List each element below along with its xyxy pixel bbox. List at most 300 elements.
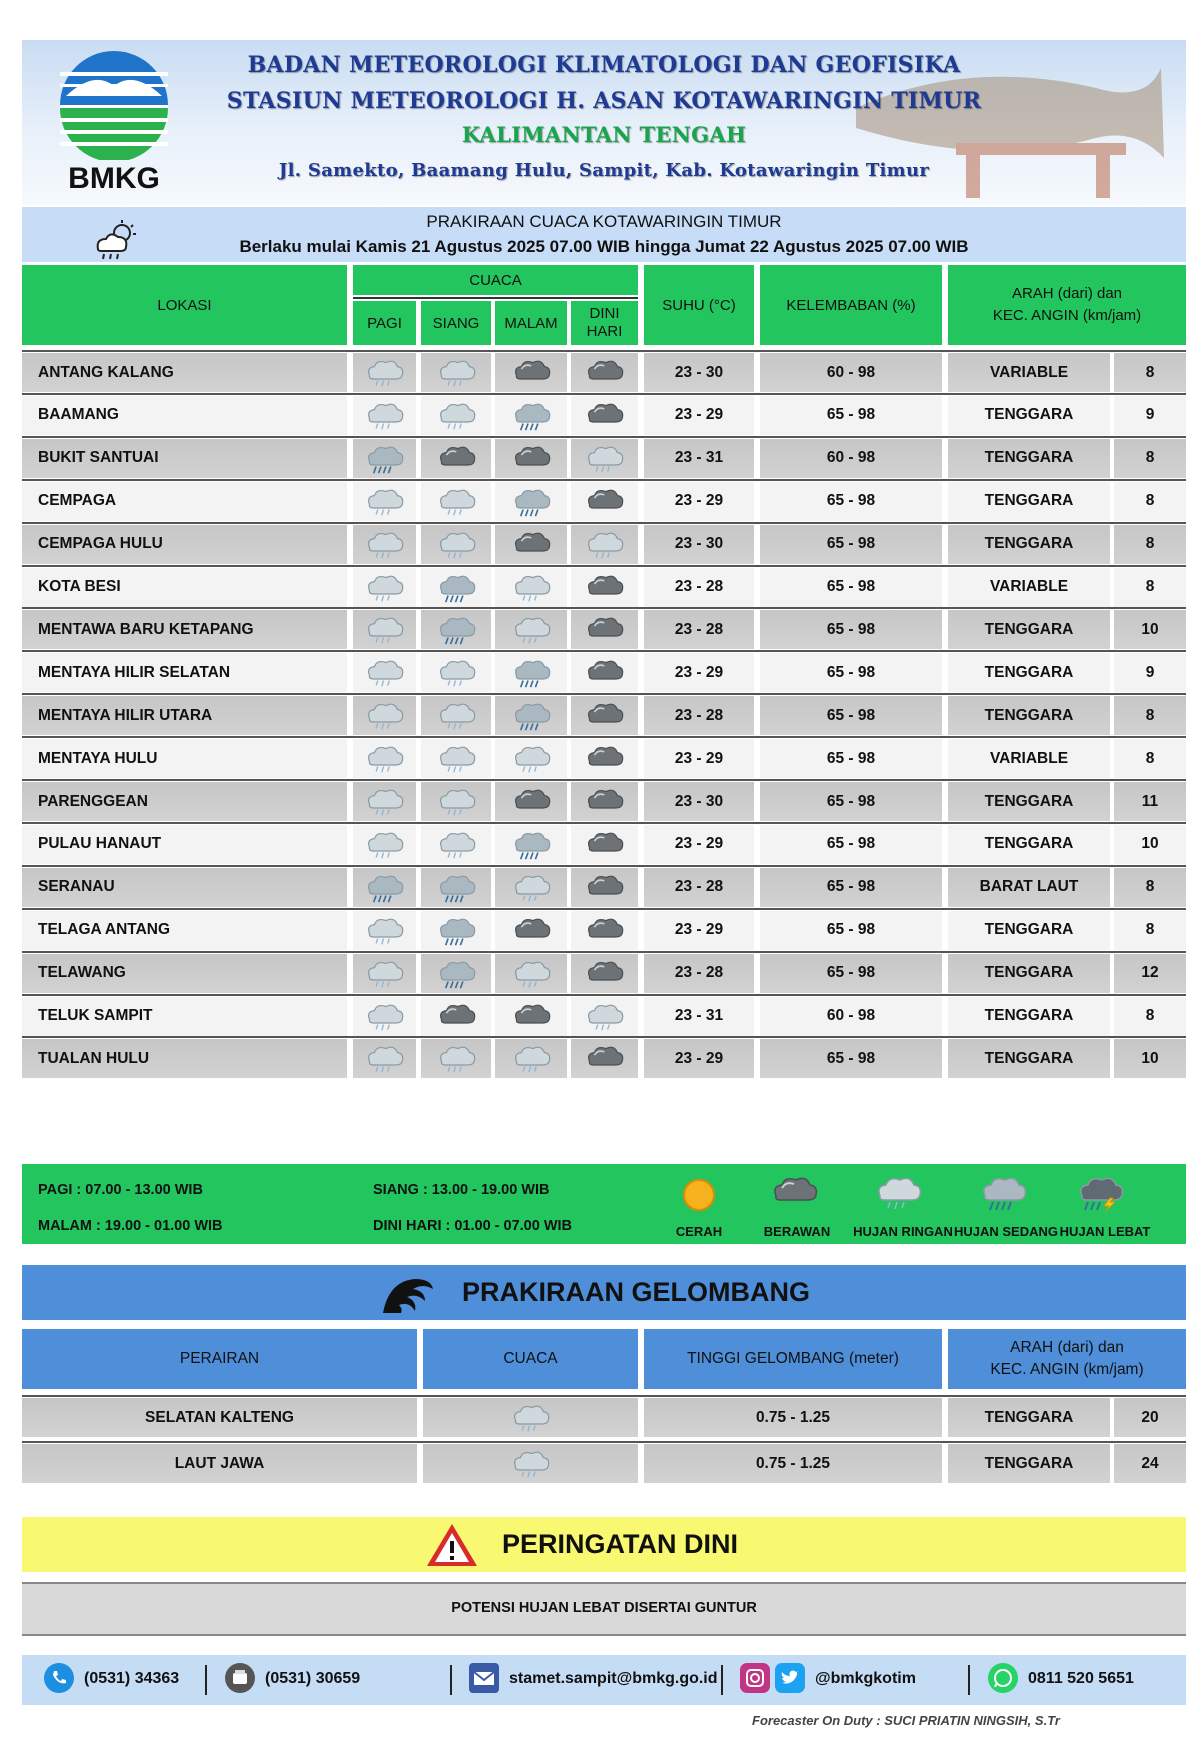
cloud-icon xyxy=(435,1000,478,1033)
cloud-icon xyxy=(583,356,626,389)
moderate-rain-icon xyxy=(510,828,553,861)
cell-lokasi: TELUK SAMPIT xyxy=(22,997,347,1036)
cell-kec-angin: 10 xyxy=(1114,825,1186,864)
cell-kec-angin: 8 xyxy=(1114,696,1186,735)
cell-cuaca xyxy=(495,696,567,735)
cell-cuaca xyxy=(421,525,491,564)
cell-kelembaban: 65 - 98 xyxy=(760,653,942,692)
wave-header-angin xyxy=(948,1329,1186,1389)
row-divider xyxy=(22,522,1186,524)
row-divider xyxy=(22,393,1186,395)
cell-wave-arah: TENGGARA xyxy=(948,1398,1110,1437)
table-row xyxy=(22,822,1186,864)
table-row xyxy=(22,736,1186,778)
cell-kelembaban: 65 - 98 xyxy=(760,825,942,864)
cell-perairan: LAUT JAWA xyxy=(22,1444,417,1483)
cell-suhu: 23 - 31 xyxy=(644,997,754,1036)
cell-cuaca xyxy=(353,482,416,521)
light-rain-icon xyxy=(435,828,478,861)
angin-header-line-2: KEC. ANGIN (km/jam) xyxy=(992,307,1142,324)
light-rain-icon xyxy=(363,914,406,947)
cell-cuaca xyxy=(353,954,416,993)
header-line-2: STASIUN METEOROLOGI H. ASAN KOTAWARINGIN TIMUR xyxy=(226,88,982,114)
row-divider xyxy=(22,479,1186,481)
whatsapp-number[interactable]: 0811 520 5651 xyxy=(1028,1670,1134,1687)
cell-lokasi: TELAWANG xyxy=(22,954,347,993)
cell-cuaca xyxy=(571,482,638,521)
fax-icon xyxy=(225,1663,255,1693)
wave-row xyxy=(22,1395,1186,1437)
row-divider xyxy=(22,1441,1186,1443)
cell-cuaca xyxy=(495,868,567,907)
light-rain-icon xyxy=(509,1447,552,1480)
cell-wave-cuaca xyxy=(423,1444,638,1483)
cell-kec-angin: 12 xyxy=(1114,954,1186,993)
light-rain-icon xyxy=(435,356,478,389)
legend-hujan-ringan-label: HUJAN RINGAN xyxy=(853,1224,953,1239)
row-divider xyxy=(22,650,1186,652)
cell-lokasi: SERANAU xyxy=(22,868,347,907)
cell-suhu: 23 - 28 xyxy=(644,954,754,993)
cell-kelembaban: 65 - 98 xyxy=(760,782,942,821)
cell-suhu: 23 - 28 xyxy=(644,610,754,649)
cell-cuaca xyxy=(421,911,491,950)
row-divider xyxy=(22,865,1186,867)
cell-lokasi: CEMPAGA HULU xyxy=(22,525,347,564)
cloud-icon xyxy=(510,785,553,818)
column-header-lokasi: LOKASI xyxy=(22,265,347,345)
footer-divider xyxy=(721,1665,723,1695)
cell-suhu: 23 - 29 xyxy=(644,1039,754,1078)
cell-kelembaban: 60 - 98 xyxy=(760,997,942,1036)
cell-kec-angin: 11 xyxy=(1114,782,1186,821)
cell-arah-angin: TENGGARA xyxy=(948,653,1110,692)
light-rain-icon xyxy=(510,571,553,604)
cell-cuaca xyxy=(571,911,638,950)
table-row xyxy=(22,565,1186,607)
cell-cuaca xyxy=(353,439,416,478)
cell-lokasi: MENTAWA BARU KETAPANG xyxy=(22,610,347,649)
cell-arah-angin: VARIABLE xyxy=(948,739,1110,778)
row-divider xyxy=(22,607,1186,609)
cell-cuaca xyxy=(421,782,491,821)
cell-cuaca xyxy=(571,439,638,478)
legend-berawan-label: BERAWAN xyxy=(763,1224,831,1239)
light-rain-icon xyxy=(435,742,478,775)
cell-cuaca xyxy=(353,568,416,607)
early-warning-title: PERINGATAN DINI xyxy=(502,1529,738,1559)
cell-arah-angin: TENGGARA xyxy=(948,439,1110,478)
wave-header-perairan: PERAIRAN xyxy=(22,1329,417,1389)
cell-kec-angin: 8 xyxy=(1114,868,1186,907)
cell-arah-angin: TENGGARA xyxy=(948,1039,1110,1078)
early-warning-body xyxy=(22,1582,1186,1636)
row-divider xyxy=(22,822,1186,824)
table-row xyxy=(22,779,1186,821)
cell-suhu: 23 - 29 xyxy=(644,825,754,864)
legend-hujan-lebat-label: HUJAN LEBAT xyxy=(1059,1224,1151,1239)
cloud-icon xyxy=(583,485,626,518)
heavy-rain-thunder-icon xyxy=(1074,1172,1126,1212)
cell-suhu: 23 - 30 xyxy=(644,782,754,821)
light-rain-icon xyxy=(872,1172,924,1212)
cell-lokasi: BAAMANG xyxy=(22,396,347,435)
cell-kec-angin: 8 xyxy=(1114,525,1186,564)
column-header-malam: MALAM xyxy=(495,301,567,345)
wave-row xyxy=(22,1441,1186,1483)
wave-icon xyxy=(379,1271,435,1315)
cell-lokasi: TELAGA ANTANG xyxy=(22,911,347,950)
light-rain-icon xyxy=(363,528,406,561)
cell-lokasi: TUALAN HULU xyxy=(22,1039,347,1078)
wave-angin-line-1: ARAH (dari) dan xyxy=(1010,1339,1124,1356)
cell-lokasi: MENTAYA HILIR SELATAN xyxy=(22,653,347,692)
cloud-icon xyxy=(583,699,626,732)
table-row xyxy=(22,436,1186,478)
legend-pagi: PAGI : 07.00 - 13.00 WIB xyxy=(38,1182,203,1198)
cell-suhu: 23 - 29 xyxy=(644,911,754,950)
cell-cuaca xyxy=(353,696,416,735)
cell-cuaca xyxy=(571,1039,638,1078)
light-rain-icon xyxy=(363,356,406,389)
column-header-cuaca: CUACA xyxy=(353,265,638,295)
light-rain-icon xyxy=(435,1042,478,1075)
cell-arah-angin: TENGGARA xyxy=(948,911,1110,950)
cell-cuaca xyxy=(571,868,638,907)
cell-kec-angin: 8 xyxy=(1114,739,1186,778)
social-handle[interactable]: @bmkgkotim xyxy=(815,1670,916,1687)
cell-kelembaban: 60 - 98 xyxy=(760,439,942,478)
cell-suhu: 23 - 29 xyxy=(644,739,754,778)
cell-arah-angin: TENGGARA xyxy=(948,954,1110,993)
cell-cuaca xyxy=(353,396,416,435)
cell-cuaca xyxy=(571,825,638,864)
table-row xyxy=(22,693,1186,735)
cell-cuaca xyxy=(495,525,567,564)
cell-kelembaban: 65 - 98 xyxy=(760,911,942,950)
cloud-icon xyxy=(510,442,553,475)
cell-suhu: 23 - 28 xyxy=(644,696,754,735)
cell-kec-angin: 8 xyxy=(1114,911,1186,950)
cell-cuaca xyxy=(495,396,567,435)
phone-icon xyxy=(44,1663,74,1693)
cell-kec-angin: 9 xyxy=(1114,396,1186,435)
legend-siang: SIANG : 13.00 - 19.00 WIB xyxy=(373,1182,550,1198)
cloud-icon xyxy=(583,785,626,818)
moderate-rain-icon xyxy=(363,871,406,904)
cell-cuaca xyxy=(421,825,491,864)
moderate-rain-icon xyxy=(977,1172,1029,1212)
cell-cuaca xyxy=(421,696,491,735)
cell-cuaca xyxy=(495,653,567,692)
cell-wave-cuaca xyxy=(423,1398,638,1437)
light-rain-icon xyxy=(583,442,626,475)
cell-cuaca xyxy=(495,997,567,1036)
table-row xyxy=(22,479,1186,521)
cell-cuaca xyxy=(495,954,567,993)
cuaca-divider xyxy=(353,297,638,299)
light-rain-icon xyxy=(510,871,553,904)
light-rain-icon xyxy=(363,1042,406,1075)
column-header-dini-hari xyxy=(571,301,638,345)
cell-cuaca xyxy=(421,868,491,907)
legend-dini-hari: DINI HARI : 01.00 - 07.00 WIB xyxy=(373,1218,573,1234)
dini-label: DINI xyxy=(589,305,620,322)
row-divider xyxy=(22,951,1186,953)
table-row xyxy=(22,1036,1186,1078)
light-rain-icon xyxy=(583,528,626,561)
wave-forecast-title: PRAKIRAAN GELOMBANG xyxy=(462,1277,810,1307)
cell-arah-angin: TENGGARA xyxy=(948,610,1110,649)
row-divider xyxy=(22,736,1186,738)
whatsapp-icon xyxy=(988,1663,1018,1693)
legend-bar xyxy=(22,1164,1186,1244)
cell-suhu: 23 - 30 xyxy=(644,353,754,392)
cell-lokasi: KOTA BESI xyxy=(22,568,347,607)
forecaster-on-duty: Forecaster On Duty : SUCI PRIATIN NINGSIH, S.Tr xyxy=(752,1713,1060,1728)
cell-tinggi-gelombang: 0.75 - 1.25 xyxy=(644,1398,942,1437)
light-rain-icon xyxy=(363,399,406,432)
cell-kec-angin: 8 xyxy=(1114,997,1186,1036)
cloud-icon xyxy=(583,1042,626,1075)
light-rain-icon xyxy=(435,656,478,689)
twitter-icon[interactable] xyxy=(775,1663,805,1693)
header-banner xyxy=(22,40,1186,205)
heavy-rain-thunder-icon xyxy=(1074,1172,1126,1217)
cell-tinggi-gelombang: 0.75 - 1.25 xyxy=(644,1444,942,1483)
cell-kec-angin: 8 xyxy=(1114,568,1186,607)
light-rain-icon xyxy=(435,399,478,432)
table-row xyxy=(22,393,1186,435)
cell-arah-angin: TENGGARA xyxy=(948,482,1110,521)
cell-cuaca xyxy=(421,353,491,392)
light-rain-icon xyxy=(509,1401,552,1434)
footer-divider xyxy=(968,1665,970,1695)
cell-cuaca xyxy=(571,782,638,821)
light-rain-icon xyxy=(583,1000,626,1033)
table-row xyxy=(22,522,1186,564)
cloud-icon xyxy=(583,571,626,604)
table-row xyxy=(22,908,1186,950)
forecast-validity: Berlaku mulai Kamis 21 Agustus 2025 07.00 WIB hingga Jumat 22 Agustus 2025 07.00 WIB xyxy=(239,237,969,256)
sun-icon xyxy=(680,1176,718,1214)
moderate-rain-icon xyxy=(363,442,406,475)
email-address[interactable]: stamet.sampit@bmkg.go.id xyxy=(509,1670,718,1687)
early-warning-text: POTENSI HUJAN LEBAT DISERTAI GUNTUR xyxy=(451,1600,757,1616)
cell-cuaca xyxy=(495,911,567,950)
cell-cuaca xyxy=(353,911,416,950)
cell-cuaca xyxy=(571,353,638,392)
cell-kelembaban: 65 - 98 xyxy=(760,696,942,735)
cell-cuaca xyxy=(421,568,491,607)
row-divider xyxy=(22,350,1186,352)
light-rain-icon xyxy=(363,699,406,732)
cell-cuaca xyxy=(353,610,416,649)
row-divider xyxy=(22,908,1186,910)
cell-suhu: 23 - 30 xyxy=(644,525,754,564)
cell-cuaca xyxy=(571,954,638,993)
cell-kelembaban: 65 - 98 xyxy=(760,954,942,993)
cell-lokasi: MENTAYA HILIR UTARA xyxy=(22,696,347,735)
wave-forecast-header xyxy=(22,1265,1186,1320)
cell-lokasi: ANTANG KALANG xyxy=(22,353,347,392)
table-row xyxy=(22,994,1186,1036)
cell-arah-angin: TENGGARA xyxy=(948,525,1110,564)
moderate-rain-icon xyxy=(435,613,478,646)
phone-number-1[interactable]: (0531) 34363 xyxy=(84,1670,180,1687)
footer-divider xyxy=(205,1665,207,1695)
cell-arah-angin: TENGGARA xyxy=(948,997,1110,1036)
cloud-icon xyxy=(768,1172,820,1212)
light-rain-icon xyxy=(510,613,553,646)
cell-cuaca xyxy=(421,997,491,1036)
legend-malam: MALAM : 19.00 - 01.00 WIB xyxy=(38,1218,223,1234)
cell-kelembaban: 65 - 98 xyxy=(760,868,942,907)
angin-header-line-1: ARAH (dari) dan xyxy=(1011,285,1123,302)
cell-cuaca xyxy=(571,396,638,435)
cell-cuaca xyxy=(495,568,567,607)
cell-suhu: 23 - 29 xyxy=(644,653,754,692)
cell-cuaca xyxy=(421,396,491,435)
light-rain-icon xyxy=(363,613,406,646)
row-divider xyxy=(22,1036,1186,1038)
cell-cuaca xyxy=(495,610,567,649)
cell-suhu: 23 - 29 xyxy=(644,482,754,521)
moderate-rain-icon xyxy=(435,914,478,947)
cell-cuaca xyxy=(495,439,567,478)
cell-arah-angin: VARIABLE xyxy=(948,353,1110,392)
light-rain-icon xyxy=(510,957,553,990)
bmkg-logo xyxy=(54,50,174,200)
cell-arah-angin: TENGGARA xyxy=(948,696,1110,735)
light-rain-icon xyxy=(363,656,406,689)
light-rain-icon xyxy=(363,742,406,775)
light-rain-icon xyxy=(510,1042,553,1075)
cell-cuaca xyxy=(571,739,638,778)
cell-cuaca xyxy=(421,739,491,778)
cell-wave-kec: 20 xyxy=(1114,1398,1186,1437)
moderate-rain-icon xyxy=(977,1172,1029,1217)
light-rain-icon xyxy=(435,528,478,561)
cell-kelembaban: 65 - 98 xyxy=(760,568,942,607)
cell-cuaca xyxy=(571,568,638,607)
moderate-rain-icon xyxy=(510,656,553,689)
row-divider xyxy=(22,693,1186,695)
cloud-icon xyxy=(583,613,626,646)
light-rain-icon xyxy=(435,785,478,818)
table-row xyxy=(22,951,1186,993)
cloud-icon xyxy=(768,1172,820,1217)
hari-label: HARI xyxy=(586,323,623,340)
column-header-suhu: SUHU (°C) xyxy=(644,265,754,345)
cloud-icon xyxy=(583,914,626,947)
column-header-angin xyxy=(948,265,1186,345)
cell-kelembaban: 60 - 98 xyxy=(760,353,942,392)
cell-cuaca xyxy=(571,525,638,564)
cell-cuaca xyxy=(353,353,416,392)
forecast-title: PRAKIRAAN CUACA KOTAWARINGIN TIMUR xyxy=(426,212,782,231)
light-rain-icon xyxy=(363,785,406,818)
cloud-icon xyxy=(510,1000,553,1033)
cell-cuaca xyxy=(353,525,416,564)
cell-kec-angin: 10 xyxy=(1114,610,1186,649)
table-row xyxy=(22,607,1186,649)
column-header-siang: SIANG xyxy=(421,301,491,345)
light-rain-icon xyxy=(872,1172,924,1217)
cell-cuaca xyxy=(571,610,638,649)
wave-angin-line-2: KEC. ANGIN (km/jam) xyxy=(990,1361,1144,1378)
cloud-icon xyxy=(583,871,626,904)
cell-cuaca xyxy=(353,997,416,1036)
cell-arah-angin: TENGGARA xyxy=(948,396,1110,435)
cell-cuaca xyxy=(571,653,638,692)
cell-cuaca xyxy=(353,868,416,907)
cloud-icon xyxy=(583,399,626,432)
warning-icon xyxy=(425,1521,479,1569)
cell-perairan: SELATAN KALTENG xyxy=(22,1398,417,1437)
cell-kelembaban: 65 - 98 xyxy=(760,610,942,649)
cell-cuaca xyxy=(353,739,416,778)
row-divider xyxy=(22,779,1186,781)
cell-lokasi: PARENGGEAN xyxy=(22,782,347,821)
light-rain-icon xyxy=(363,957,406,990)
row-divider xyxy=(22,436,1186,438)
cell-cuaca xyxy=(353,653,416,692)
instagram-icon[interactable] xyxy=(740,1663,770,1693)
light-rain-icon xyxy=(363,828,406,861)
cell-kec-angin: 10 xyxy=(1114,1039,1186,1078)
column-header-pagi: PAGI xyxy=(353,301,416,345)
moderate-rain-icon xyxy=(510,699,553,732)
cell-kec-angin: 8 xyxy=(1114,439,1186,478)
cell-cuaca xyxy=(353,1039,416,1078)
cloud-icon xyxy=(583,828,626,861)
cell-wave-kec: 24 xyxy=(1114,1444,1186,1483)
cell-cuaca xyxy=(571,997,638,1036)
light-rain-icon xyxy=(510,742,553,775)
cell-arah-angin: VARIABLE xyxy=(948,568,1110,607)
row-divider xyxy=(22,994,1186,996)
cell-cuaca xyxy=(495,825,567,864)
header-line-1: BADAN METEOROLOGI KLIMATOLOGI DAN GEOFISIKA xyxy=(247,52,961,78)
cell-cuaca xyxy=(495,739,567,778)
cell-suhu: 23 - 29 xyxy=(644,396,754,435)
legend-hujan-sedang-label: HUJAN SEDANG xyxy=(953,1224,1058,1239)
cell-kec-angin: 8 xyxy=(1114,353,1186,392)
cell-cuaca xyxy=(421,610,491,649)
cell-kelembaban: 65 - 98 xyxy=(760,482,942,521)
cell-kelembaban: 65 - 98 xyxy=(760,1039,942,1078)
cell-arah-angin: TENGGARA xyxy=(948,825,1110,864)
moderate-rain-icon xyxy=(510,485,553,518)
moderate-rain-icon xyxy=(435,957,478,990)
table-row xyxy=(22,650,1186,692)
cell-suhu: 23 - 31 xyxy=(644,439,754,478)
light-rain-icon xyxy=(435,699,478,732)
cell-suhu: 23 - 28 xyxy=(644,568,754,607)
cell-kelembaban: 65 - 98 xyxy=(760,396,942,435)
phone-number-2[interactable]: (0531) 30659 xyxy=(265,1670,361,1687)
light-rain-icon xyxy=(363,485,406,518)
cell-suhu: 23 - 28 xyxy=(644,868,754,907)
cell-kelembaban: 65 - 98 xyxy=(760,525,942,564)
forecast-title-strip xyxy=(22,207,1186,262)
bmkg-logo-icon xyxy=(54,50,174,160)
cell-kelembaban: 65 - 98 xyxy=(760,739,942,778)
cloud-icon xyxy=(435,442,478,475)
header-line-4: Jl. Samekto, Baamang Hulu, Sampit, Kab. Kotawaringin Timur xyxy=(278,160,930,181)
legend-cerah-label: CERAH xyxy=(675,1224,723,1239)
